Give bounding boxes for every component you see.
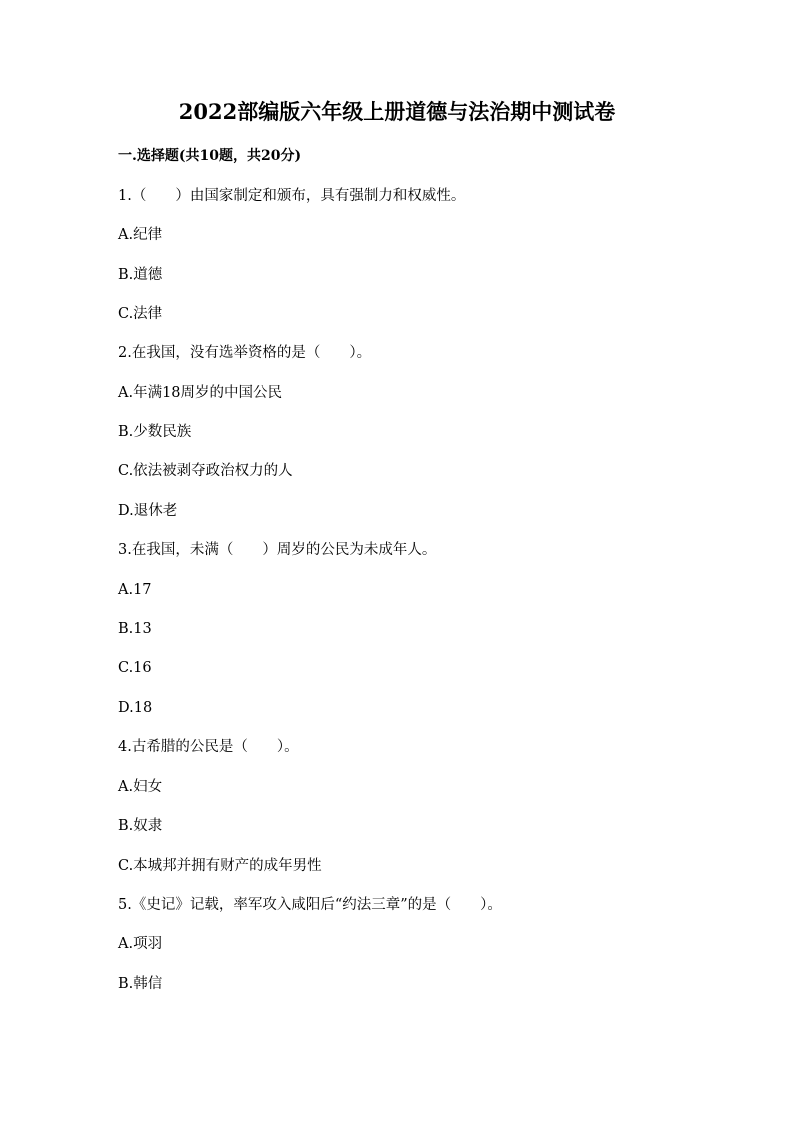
document-title: 2022部编版六年级上册道德与法治期中测试卷: [178, 99, 616, 124]
question-4-stem: 4.古希腊的公民是（ ）。: [118, 739, 299, 755]
question-5-stem: 5.《史记》记载，率军攻入咸阳后“约法三章”的是（ ）。: [118, 897, 502, 913]
question-1-option-c: C.法律: [118, 306, 163, 322]
question-1-option-a: A.纪律: [118, 227, 163, 243]
question-1-stem: 1.（ ）由国家制定和颁布，具有强制力和权威性。: [118, 188, 466, 204]
question-3-option-d: D.18: [118, 700, 153, 716]
question-2-option-a: A.年满18周岁的中国公民: [118, 385, 283, 401]
question-4-option-a: A.妇女: [118, 779, 163, 795]
section-heading: 一.选择题(共10题，共20分): [118, 148, 302, 164]
question-3-option-a: A.17: [118, 582, 152, 598]
question-3-stem: 3.在我国，未满（ ）周岁的公民为未成年人。: [118, 542, 437, 558]
question-2-stem: 2.在我国，没有选举资格的是（ ）。: [118, 345, 372, 361]
question-3-option-c: C.16: [118, 660, 152, 676]
question-2-option-c: C.依法被剥夺政治权力的人: [118, 463, 293, 479]
question-3-option-b: B.13: [118, 621, 152, 637]
question-4-option-b: B.奴隶: [118, 818, 163, 834]
question-2-option-d: D.退休老: [118, 503, 178, 519]
question-2-option-b: B.少数民族: [118, 424, 192, 440]
question-1-option-b: B.道德: [118, 267, 163, 283]
question-5-option-a: A.项羽: [118, 936, 163, 952]
question-5-option-b: B.韩信: [118, 976, 163, 992]
question-4-option-c: C.本城邦并拥有财产的成年男性: [118, 858, 322, 874]
